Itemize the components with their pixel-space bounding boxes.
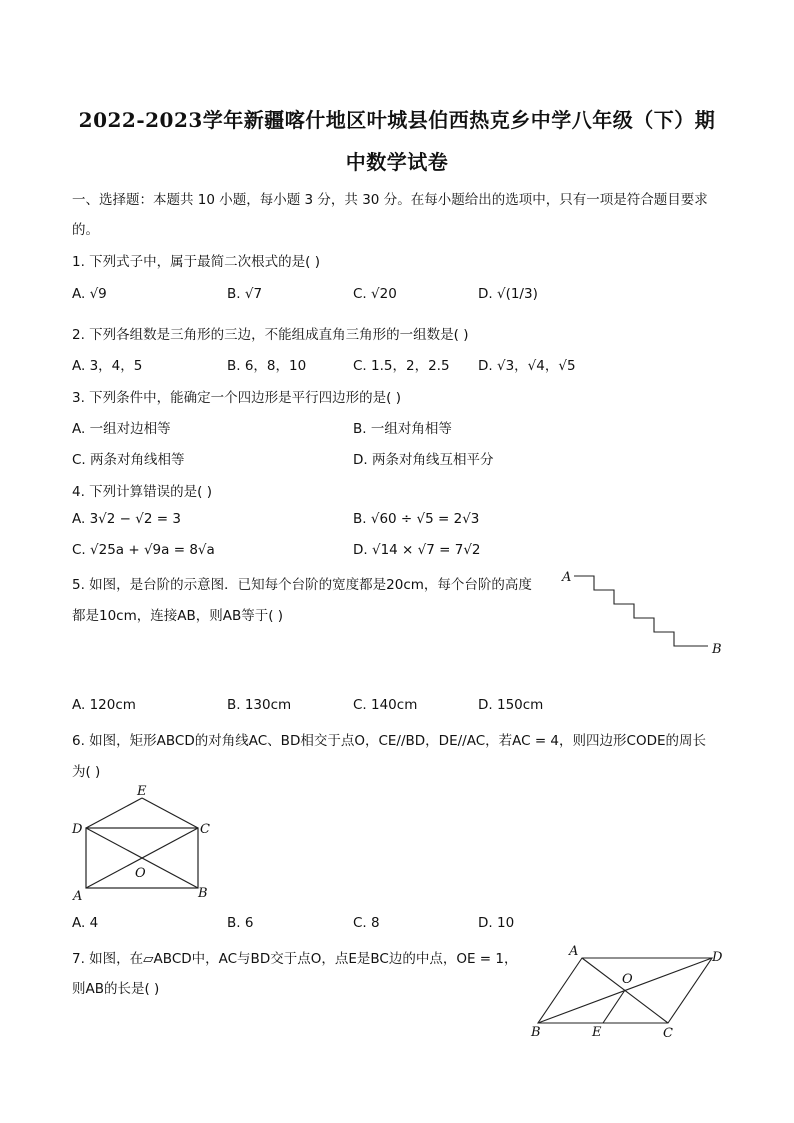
para-label-d: D [712,950,723,965]
segment-ce [142,798,198,828]
q6-option-d[interactable]: D. 10 [478,915,515,931]
q4-option-b[interactable]: B. √60 ÷ √5 = 2√3 [353,511,480,527]
q1-option-d[interactable]: D. √(1/3) [478,286,538,302]
staircase-figure [560,568,730,658]
para-label-o: O [622,972,633,987]
para-label-c: C [663,1026,673,1041]
q3-option-b[interactable]: B. 一组对角相等 [353,421,452,437]
para-label-b: B [531,1025,541,1040]
q6-stem-line2: 为( ) [72,764,101,780]
q6-option-a[interactable]: A. 4 [72,915,99,931]
q3-option-c[interactable]: C. 两条对角线相等 [72,452,185,468]
exam-title-line1: 2022-2023学年新疆喀什地区叶城县伯西热克乡中学八年级（下）期 [78,108,716,132]
q7-stem-line1: 7. 如图，在▱ABCD中，AC与BD交于点O，点E是BC边的中点，OE = 1， [72,951,518,967]
exam-title-line2: 中数学试卷 [345,150,449,174]
staircase-label-a: A [562,570,572,585]
q2-option-a[interactable]: A. 3，4，5 [72,358,143,374]
q5-option-b[interactable]: B. 130cm [227,697,292,713]
rect-label-d: D [72,822,83,837]
q5-stem-line1: 5. 如图，是台阶的示意图．已知每个台阶的宽度都是20cm，每个台阶的高度 [72,577,532,593]
rect-label-c: C [200,822,210,837]
q2-stem: 2. 下列各组数是三角形的三边，不能组成直角三角形的一组数是( ) [72,327,469,343]
q4-option-c[interactable]: C. √25a + √9a = 8√a [72,542,215,558]
q3-option-d[interactable]: D. 两条对角线互相平分 [353,452,494,468]
q4-option-a[interactable]: A. 3√2 − √2 = 3 [72,511,181,527]
q2-option-b[interactable]: B. 6，8，10 [227,358,307,374]
rectangle-figure [66,784,216,904]
q1-option-a[interactable]: A. √9 [72,286,107,302]
q3-stem: 3. 下列条件中，能确定一个四边形是平行四边形的是( ) [72,390,401,406]
q4-stem: 4. 下列计算错误的是( ) [72,484,212,500]
q2-option-d[interactable]: D. √3，√4，√5 [478,358,576,374]
q4-option-d[interactable]: D. √14 × √7 = 7√2 [353,542,481,558]
section-instructions-line1: 一、选择题：本题共 10 小题，每小题 3 分，共 30 分。在每小题给出的选项中，只有一项是符合题目要求 [72,192,708,208]
rect-label-a: A [73,889,83,904]
staircase-line [574,576,708,646]
q3-option-a[interactable]: A. 一组对边相等 [72,421,171,437]
q5-stem-line2: 都是10cm，连接AB，则AB等于( ) [72,608,284,624]
q6-option-b[interactable]: B. 6 [227,915,254,931]
segment-de [86,798,142,828]
para-label-a: A [569,944,579,959]
rect-label-o: O [135,866,146,881]
q1-option-c[interactable]: C. √20 [353,286,397,302]
q1-option-b[interactable]: B. √7 [227,286,263,302]
q5-option-a[interactable]: A. 120cm [72,697,136,713]
q2-option-c[interactable]: C. 1.5，2，2.5 [353,358,450,374]
q5-option-c[interactable]: C. 140cm [353,697,418,713]
q7-stem-line2: 则AB的长是( ) [72,981,160,997]
parallelogram-figure [526,944,726,1044]
q6-stem-line1: 6. 如图，矩形ABCD的对角线AC、BD相交于点O，CE//BD，DE//AC，若AC = 4，则四边形CODE的周长 [72,733,706,749]
q1-stem: 1. 下列式子中，属于最简二次根式的是( ) [72,254,320,270]
section-instructions-line2: 的。 [72,222,99,238]
rect-label-b: B [198,886,208,901]
staircase-label-b: B [712,642,722,657]
q6-option-c[interactable]: C. 8 [353,915,380,931]
para-label-e: E [592,1025,602,1040]
rect-label-e: E [137,784,147,799]
q5-option-d[interactable]: D. 150cm [478,697,544,713]
